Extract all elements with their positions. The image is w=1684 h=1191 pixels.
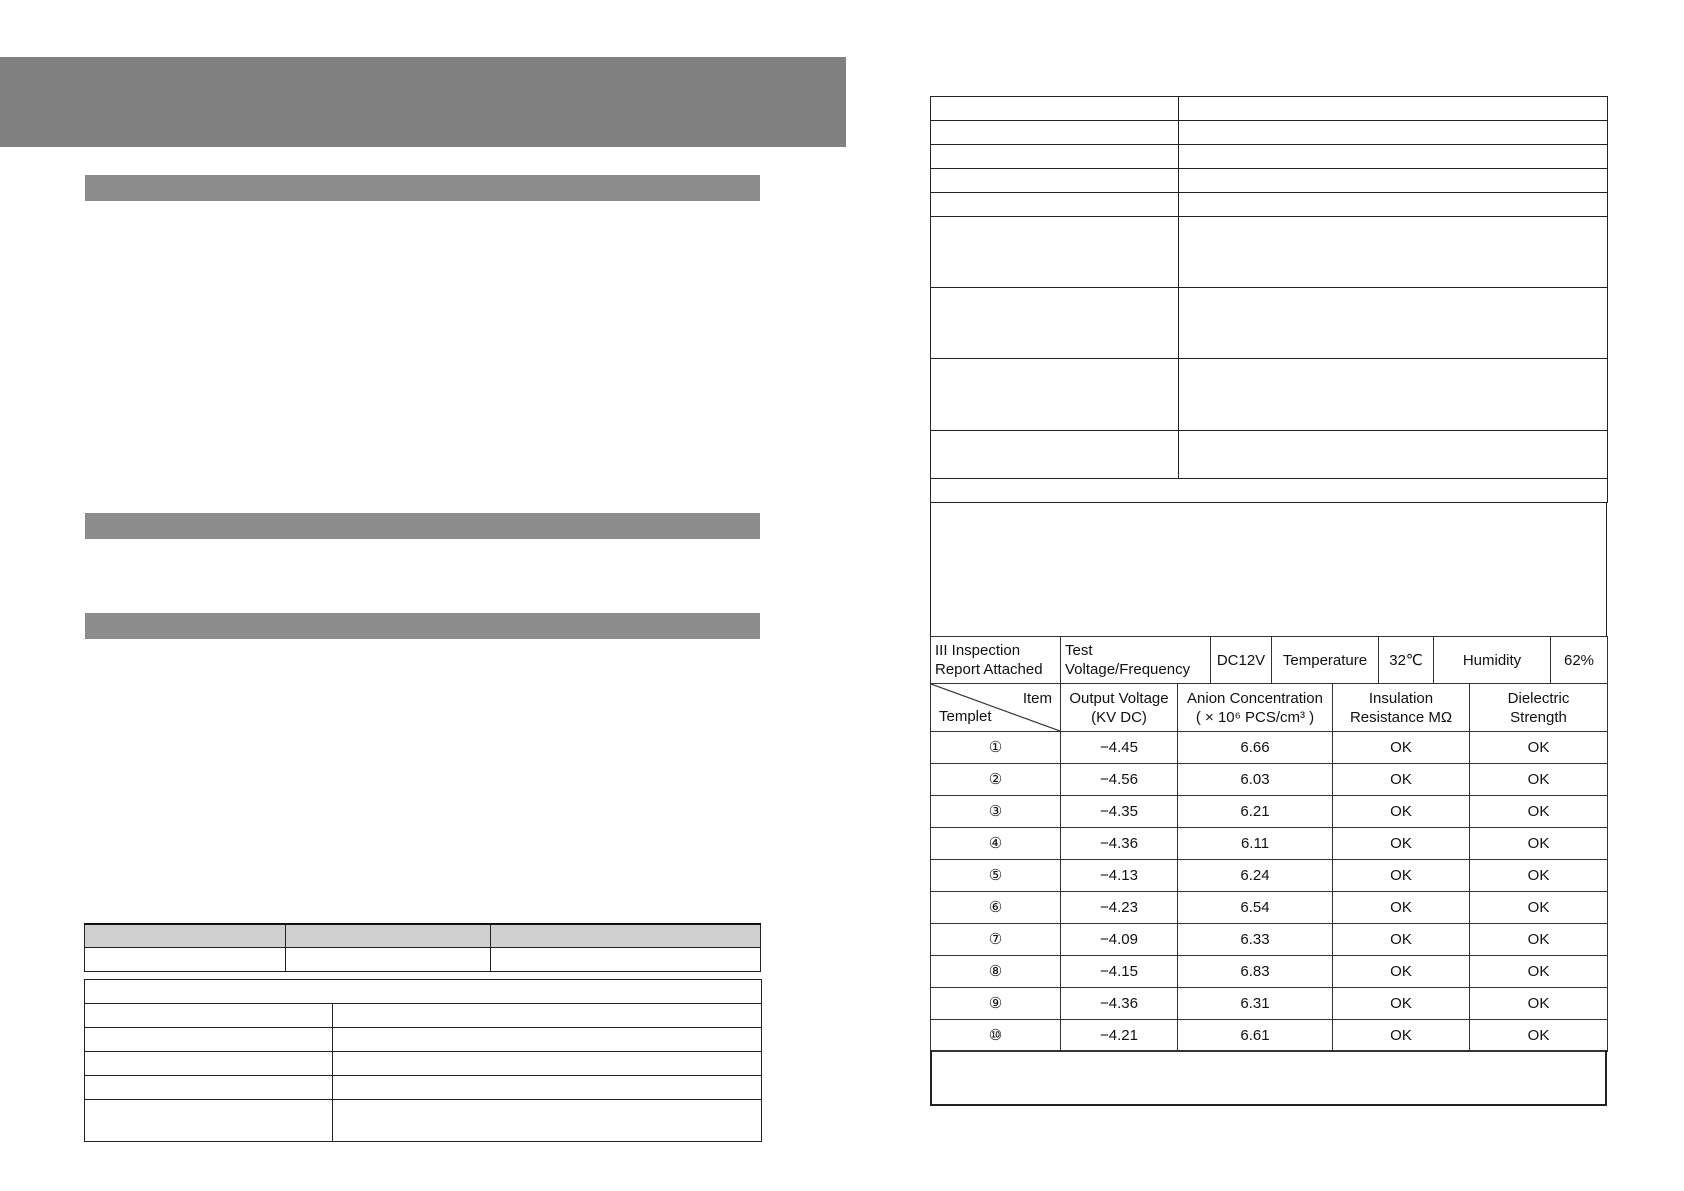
test-results-table	[930, 683, 1608, 1052]
temperature-value: 32℃	[1379, 637, 1434, 684]
row-anion-concentration: 6.54	[1178, 892, 1333, 924]
item-templet-corner-cell	[931, 684, 1061, 732]
row-templet: ⑧	[931, 956, 1061, 988]
row-templet: ⑨	[931, 988, 1061, 1020]
summary-cell	[286, 947, 491, 971]
form-label-cell	[931, 217, 1179, 288]
inspection-attached-label: III Inspection Report Attached	[931, 637, 1061, 684]
humidity-label: Humidity	[1434, 637, 1551, 684]
corner-item-label: Item	[1022, 690, 1052, 707]
row-dielectric-strength: OK	[1470, 796, 1608, 828]
detail-title-cell	[85, 980, 762, 1004]
header-insulation-resistance	[1333, 684, 1470, 732]
form-section-row	[931, 479, 1608, 503]
summary-cell	[85, 947, 286, 971]
summary-header-cell	[85, 924, 286, 947]
form-value-cell	[1179, 193, 1608, 217]
form-value-cell	[1179, 97, 1608, 121]
form-label-cell	[931, 431, 1179, 479]
summary-cell	[491, 947, 761, 971]
row-output-voltage: −4.15	[1061, 956, 1178, 988]
form-label-cell	[931, 97, 1179, 121]
summary-header-cell	[491, 924, 761, 947]
row-templet: ③	[931, 796, 1061, 828]
row-dielectric-strength: OK	[1470, 1020, 1608, 1052]
corner-templet-label: Templet	[939, 708, 992, 725]
form-label-cell	[931, 121, 1179, 145]
detail-value-cell	[333, 1028, 762, 1052]
summary-table	[84, 923, 761, 972]
row-output-voltage: −4.23	[1061, 892, 1178, 924]
row-insulation-resistance: OK	[1333, 764, 1470, 796]
section-bar-2	[85, 513, 760, 539]
row-insulation-resistance: OK	[1333, 828, 1470, 860]
form-value-cell	[1179, 145, 1608, 169]
row-dielectric-strength: OK	[1470, 860, 1608, 892]
report-remarks-area	[930, 502, 1607, 636]
header-output-voltage-line2: (KV DC)	[1091, 708, 1147, 726]
row-dielectric-strength: OK	[1470, 732, 1608, 764]
row-insulation-resistance: OK	[1333, 988, 1470, 1020]
row-anion-concentration: 6.21	[1178, 796, 1333, 828]
section-bar-3	[85, 613, 760, 639]
row-insulation-resistance: OK	[1333, 956, 1470, 988]
detail-value-cell	[333, 1076, 762, 1100]
header-dielectric-strength	[1470, 684, 1608, 732]
row-anion-concentration: 6.66	[1178, 732, 1333, 764]
detail-label-cell	[85, 1076, 333, 1100]
form-label-cell	[931, 288, 1179, 359]
report-footer-box	[930, 1050, 1607, 1106]
row-anion-concentration: 6.11	[1178, 828, 1333, 860]
row-templet: ②	[931, 764, 1061, 796]
row-anion-concentration: 6.61	[1178, 1020, 1333, 1052]
row-anion-concentration: 6.24	[1178, 860, 1333, 892]
detail-value-cell	[333, 1052, 762, 1076]
row-output-voltage: −4.09	[1061, 924, 1178, 956]
row-dielectric-strength: OK	[1470, 764, 1608, 796]
row-anion-concentration: 6.33	[1178, 924, 1333, 956]
test-voltage-frequency-label: Test Voltage/Frequency	[1061, 637, 1211, 684]
row-templet: ⑦	[931, 924, 1061, 956]
row-output-voltage: −4.21	[1061, 1020, 1178, 1052]
row-insulation-resistance: OK	[1333, 1020, 1470, 1052]
row-anion-concentration: 6.83	[1178, 956, 1333, 988]
detail-table	[84, 979, 762, 1142]
header-anion-concentration	[1178, 684, 1333, 732]
header-output-voltage	[1061, 684, 1178, 732]
row-dielectric-strength: OK	[1470, 924, 1608, 956]
row-insulation-resistance: OK	[1333, 732, 1470, 764]
row-output-voltage: −4.36	[1061, 828, 1178, 860]
row-output-voltage: −4.35	[1061, 796, 1178, 828]
row-dielectric-strength: OK	[1470, 988, 1608, 1020]
row-output-voltage: −4.56	[1061, 764, 1178, 796]
detail-label-cell	[85, 1028, 333, 1052]
form-value-cell	[1179, 121, 1608, 145]
report-form-grid	[930, 96, 1608, 503]
row-dielectric-strength: OK	[1470, 892, 1608, 924]
humidity-value: 62%	[1551, 637, 1608, 684]
row-output-voltage: −4.36	[1061, 988, 1178, 1020]
form-value-cell	[1179, 169, 1608, 193]
test-voltage-frequency-value: DC12V	[1211, 637, 1272, 684]
row-dielectric-strength: OK	[1470, 956, 1608, 988]
row-insulation-resistance: OK	[1333, 796, 1470, 828]
row-anion-concentration: 6.03	[1178, 764, 1333, 796]
inspection-conditions-table	[930, 636, 1608, 684]
row-insulation-resistance: OK	[1333, 860, 1470, 892]
header-anion-concentration-line1: Anion Concentration	[1187, 689, 1323, 707]
temperature-label: Temperature	[1272, 637, 1379, 684]
form-value-cell	[1179, 359, 1608, 431]
section-bar-1	[85, 175, 760, 201]
row-templet: ⑩	[931, 1020, 1061, 1052]
detail-label-cell	[85, 1100, 333, 1142]
row-templet: ①	[931, 732, 1061, 764]
row-anion-concentration: 6.31	[1178, 988, 1333, 1020]
form-value-cell	[1179, 217, 1608, 288]
header-insulation-resistance-line1: Insulation	[1368, 689, 1434, 707]
page-header-band	[0, 57, 846, 147]
row-dielectric-strength: OK	[1470, 828, 1608, 860]
form-label-cell	[931, 359, 1179, 431]
form-label-cell	[931, 193, 1179, 217]
row-templet: ⑤	[931, 860, 1061, 892]
form-label-cell	[931, 169, 1179, 193]
row-output-voltage: −4.45	[1061, 732, 1178, 764]
detail-value-cell	[333, 1100, 762, 1142]
form-value-cell	[1179, 288, 1608, 359]
detail-label-cell	[85, 1052, 333, 1076]
row-output-voltage: −4.13	[1061, 860, 1178, 892]
row-templet: ⑥	[931, 892, 1061, 924]
header-dielectric-strength-line1: Dielectric	[1507, 689, 1570, 707]
row-templet: ④	[931, 828, 1061, 860]
header-anion-concentration-line2: ( × 10⁶ PCS/cm³ )	[1195, 708, 1315, 726]
detail-label-cell	[85, 1004, 333, 1028]
row-insulation-resistance: OK	[1333, 892, 1470, 924]
row-insulation-resistance: OK	[1333, 924, 1470, 956]
form-label-cell	[931, 145, 1179, 169]
header-output-voltage-line1: Output Voltage	[1069, 689, 1169, 707]
header-dielectric-strength-line2: Strength	[1510, 708, 1567, 726]
detail-value-cell	[333, 1004, 762, 1028]
header-insulation-resistance-line2: Resistance MΩ	[1349, 708, 1453, 726]
summary-header-cell	[286, 924, 491, 947]
form-value-cell	[1179, 431, 1608, 479]
